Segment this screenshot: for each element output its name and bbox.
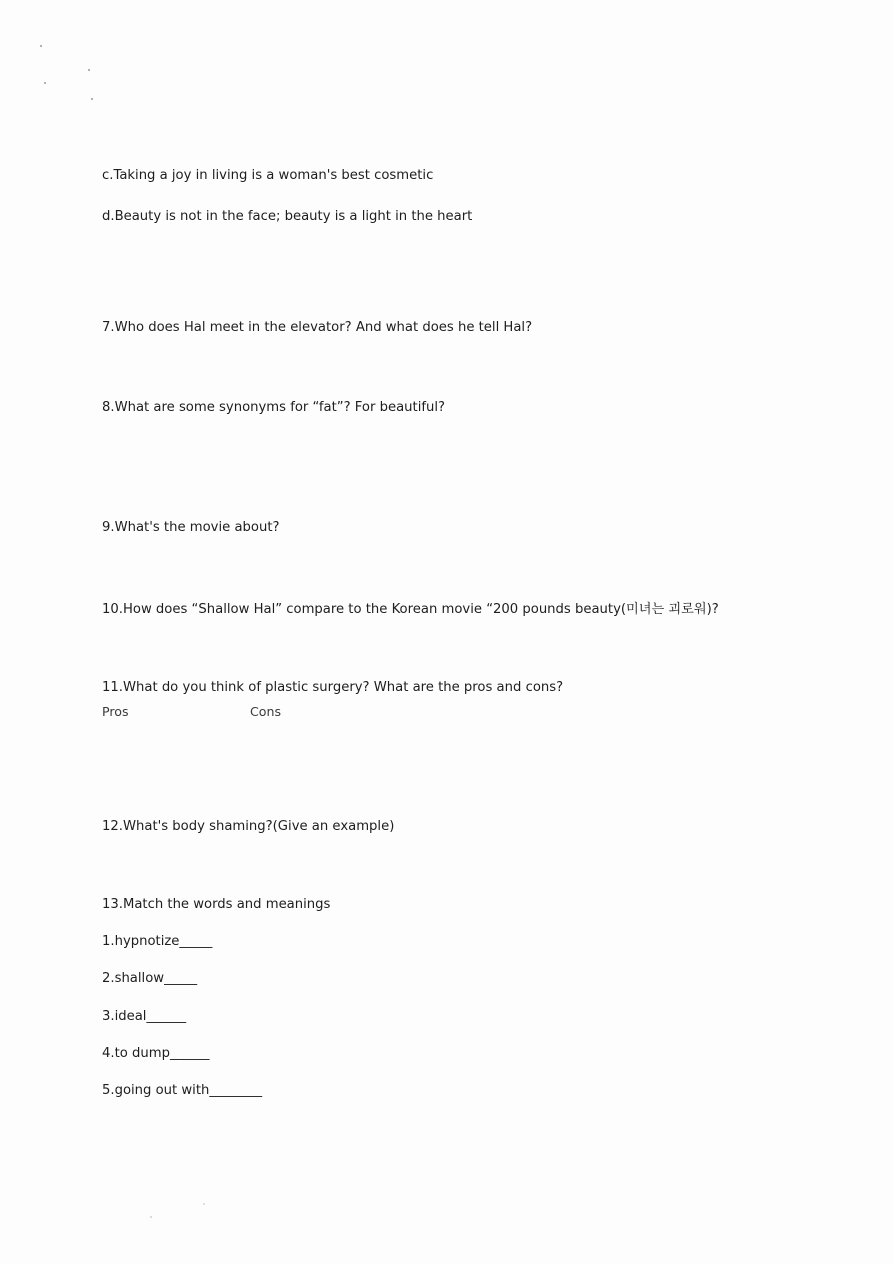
question-12: 12.What's body shaming?(Give an example) bbox=[102, 819, 395, 834]
scan-speck bbox=[40, 45, 42, 47]
match-item: 4.to dump______ bbox=[102, 1046, 210, 1061]
option-c: c.Taking a joy in living is a woman's best cosmetic bbox=[102, 168, 434, 183]
scan-speck bbox=[150, 1216, 152, 1218]
question-7: 7.Who does Hal meet in the elevator? And what does he tell Hal? bbox=[102, 320, 533, 335]
pros-label: Pros bbox=[102, 704, 129, 719]
match-item: 5.going out with________ bbox=[102, 1083, 263, 1098]
scan-speck bbox=[91, 98, 93, 100]
question-9: 9.What's the movie about? bbox=[102, 520, 280, 535]
question-10: 10.How does “Shallow Hal” compare to the Korean movie “200 pounds beauty(미녀는 괴로워)? bbox=[102, 602, 719, 617]
question-13: 13.Match the words and meanings bbox=[102, 897, 331, 912]
scan-speck bbox=[203, 1203, 205, 1205]
scan-speck bbox=[88, 69, 90, 71]
match-item: 3.ideal______ bbox=[102, 1009, 187, 1024]
match-item: 2.shallow_____ bbox=[102, 971, 198, 986]
match-item: 1.hypnotize_____ bbox=[102, 934, 213, 949]
scan-speck bbox=[44, 82, 46, 84]
question-8: 8.What are some synonyms for “fat”? For beautiful? bbox=[102, 400, 446, 415]
cons-label: Cons bbox=[250, 704, 282, 719]
question-11: 11.What do you think of plastic surgery? What are the pros and cons? bbox=[102, 680, 564, 695]
option-d: d.Beauty is not in the face; beauty is a light in the heart bbox=[102, 209, 473, 224]
